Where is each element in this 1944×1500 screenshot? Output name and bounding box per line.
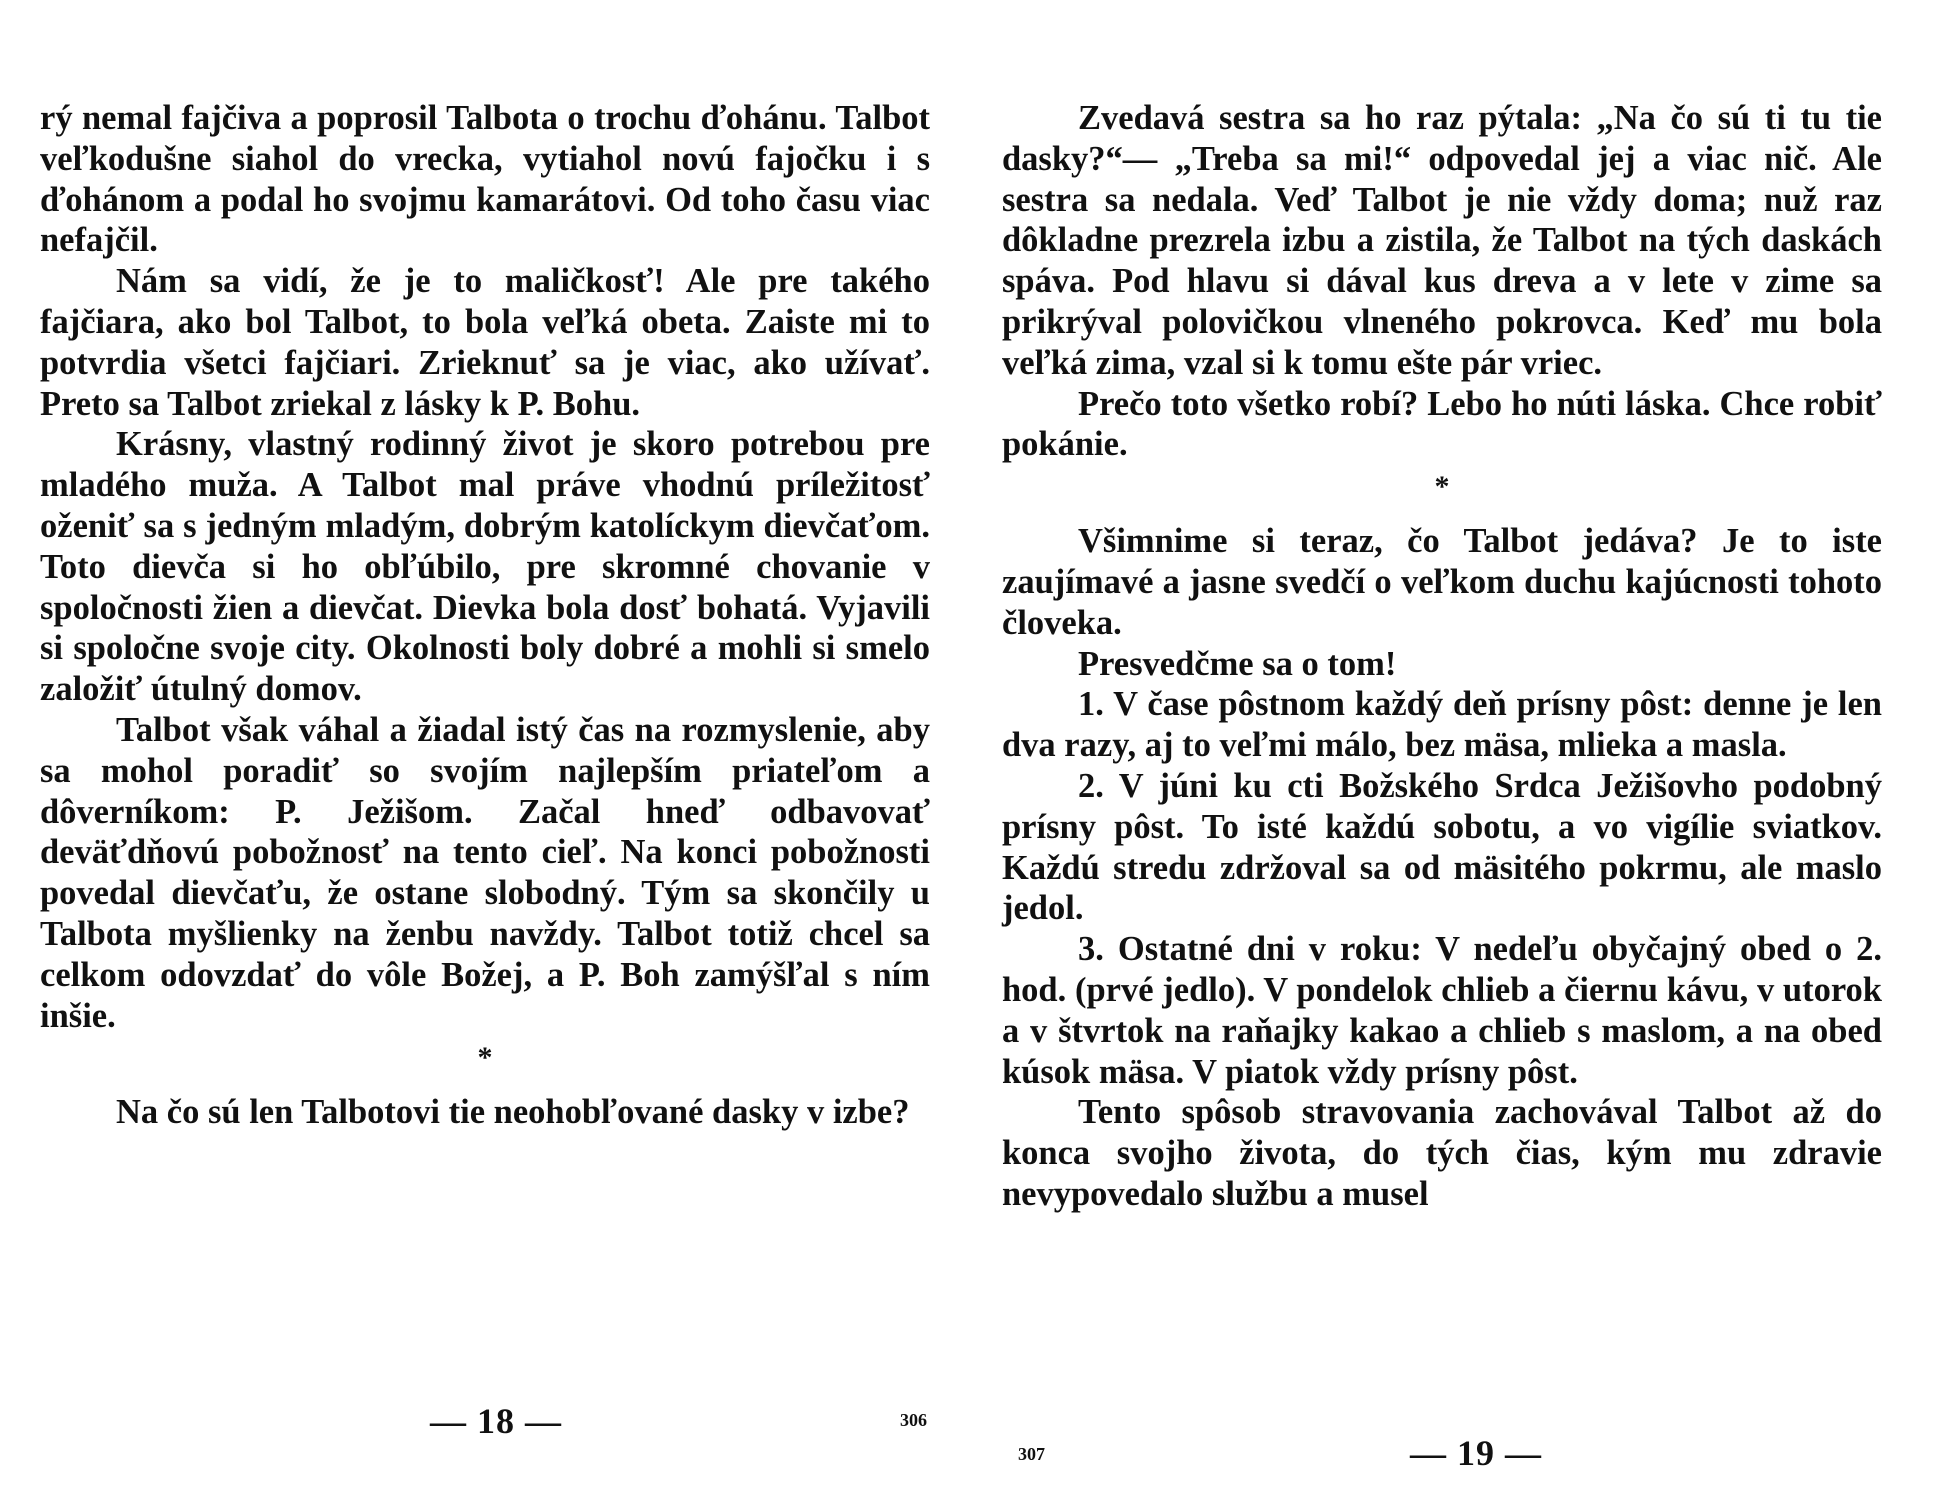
- left-text-column: [40, 98, 930, 1133]
- page-number: — 19 —: [1410, 1433, 1542, 1473]
- paragraph: Nám sa vidí, že je to maličkosť! Ale pre takého fajčiara, ako bol Talbot, to bola veľká obeta. Zaiste mi to potvrdia všetci fajčiari. Zrieknuť sa je viac, ako užívať. Preto sa Talbot zriekal z lásky k P. Bohu.: [40, 262, 930, 423]
- paragraph: Všimnime si teraz, čo Talbot jedáva? Je to iste zaujímavé a jasne svedčí o veľkom duchu kajúcnosti tohoto človeka.: [1002, 522, 1882, 642]
- paragraph: Zvedavá sestra sa ho raz pýtala: „Na čo sú ti tu tie dasky?“— „Treba sa mi!“ odpovedal jej a viac nič. Ale sestra sa nedala. Veď Talbot je nie vždy doma; nuž raz dôkladne prezrela izbu a zistila, že Talbot na tých daskách spáva. Pod hlavu si dával kus dreva a v lete v zime sa prikrýval polovičkou vlneného pokrovca. Keď mu bola veľká zima, vzal si k tomu ešte pár vriec.: [1002, 99, 1882, 382]
- paragraph: Talbot však váhal a žiadal istý čas na rozmyslenie, aby sa mohol poradiť so svojím najlepším priateľom a dôverníkom: P. Ježišom. Začal hneď odbavovať deväťdňovú pobožnosť na tento cieľ. Na konci pobožnosti povedal dievčaťu, že ostane slobodný. Tým sa skončily u Talbota myšlienky na ženbu navždy. Talbot totiž chcel sa celkom odovzdať do vôle Božej, a P. Boh zamýšľal s ním inšie.: [40, 710, 930, 1035]
- right-page: [972, 0, 1944, 1500]
- paragraph: Tento spôsob stravovania zachovával Talbot až do konca svojho života, do tých čias, kým mu zdravie nevypovedalo službu a musel: [1002, 1093, 1882, 1213]
- paragraph: Krásny, vlastný rodinný život je skoro potrebou pre mladého muža. A Talbot mal práve vhodnú príležitosť oženiť sa s jedným mladým, dobrým katolíckym dievčaťom. Toto dievča si ho obľúbilo, pre skromné chovanie v spoločnosti žien a dievčat. Dievka bola dosť bohatá. Vyjavili si spoločne svoje city. Okolnosti boly dobré a mohli si smelo založiť útulný domov.: [40, 425, 930, 709]
- section-separator: *: [477, 1041, 493, 1075]
- paragraph: rý nemal fajčiva a poprosil Talbota o trochu ďohánu. Talbot veľkodušne siahol do vrecka, vytiahol novú fajočku i s ďohánom a podal ho svojmu kamarátovi. Od toho času viac nefajčil.: [40, 99, 930, 260]
- paragraph: 2. V júni ku cti Božského Srdca Ježišovho podobný prísny pôst. To isté každú sobotu, a vo vigílie sviatkov. Každú stredu zdržoval sa od mäsitého pokrmu, ale maslo jedol.: [1002, 766, 1882, 928]
- paragraph: 1. V čase pôstnom každý deň prísny pôst: denne je len dva razy, aj to veľmi málo, bez mäsa, mlieka a masla.: [1002, 685, 1882, 765]
- page-number: — 18 —: [430, 1401, 562, 1441]
- paragraph: Na čo sú len Talbotovi tie neohobľované dasky v izbe?: [116, 1093, 910, 1132]
- paragraph: Prečo toto všetko robí? Lebo ho núti láska. Chce robiť pokánie.: [1002, 384, 1882, 464]
- sheet-code: 307: [1018, 1444, 1045, 1464]
- paragraph: Presvedčme sa o tom!: [1078, 644, 1397, 683]
- section-separator: *: [1434, 470, 1450, 504]
- right-text-column: [1002, 98, 1882, 1215]
- paragraph: 3. Ostatné dni v roku: V nedeľu obyčajný obed o 2. hod. (prvé jedlo). V pondelok chlieb a čiernu kávu, v utorok a v štvrtok na raňajky kakao a chlieb s maslom, a na obed kúsok mäsa. V piatok vždy prísny pôst.: [1002, 930, 1882, 1091]
- sheet-code: 306: [900, 1410, 927, 1430]
